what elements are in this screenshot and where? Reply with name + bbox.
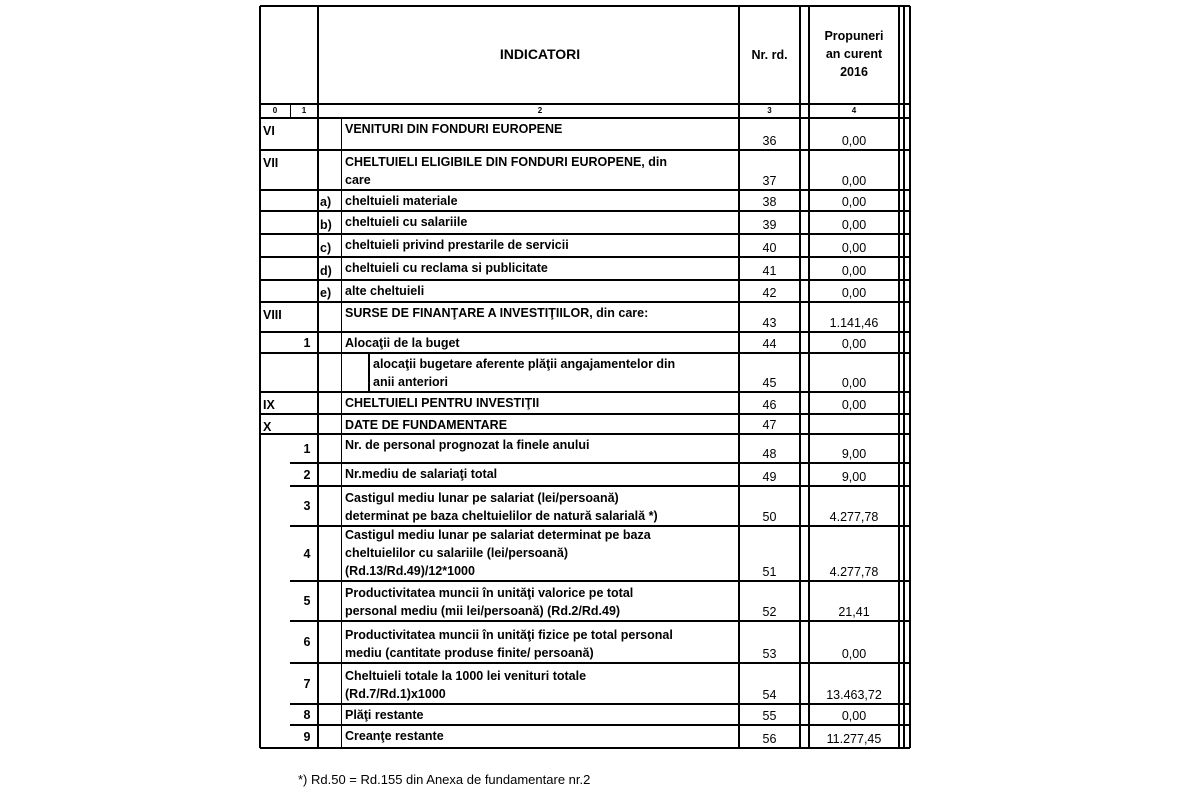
row-value: 9,00 (841, 447, 867, 461)
row-value: 0,00 (841, 174, 867, 188)
indicator-text: cheltuieli materiale (345, 194, 458, 208)
indicator-text: determinat pe baza cheltuielilor de natură salarială *) (345, 509, 658, 523)
indicator-text: care (345, 173, 371, 187)
row-number-label: 1 (303, 335, 311, 350)
row-nr: 51 (762, 565, 777, 579)
row-nr: 37 (762, 174, 777, 188)
header-propuneri: 2016 (840, 65, 868, 79)
row-value: 13.463,72 (826, 688, 882, 702)
indicator-text: Castigul mediu lunar pe salariat determinat pe baza (345, 528, 651, 542)
row-number-label: 5 (303, 594, 311, 608)
rule-line (290, 703, 910, 705)
row-nr: 55 (762, 709, 777, 723)
row-value: 0,00 (841, 241, 867, 255)
row-nr: 40 (762, 241, 777, 255)
rule-line (260, 149, 910, 151)
rule-line (290, 724, 910, 726)
indicator-text: cheltuieli cu salariile (345, 215, 468, 229)
rule-line (903, 6, 905, 748)
rule-line (368, 353, 370, 392)
rule-line (260, 5, 910, 7)
indicator-text: CHELTUIELI ELIGIBILE DIN FONDURI EUROPENE, din (345, 155, 667, 169)
header-propuneri: an curent (825, 47, 883, 61)
rule-line (290, 620, 910, 622)
row-value: 21,41 (838, 605, 870, 619)
row-roman-label: X (263, 420, 272, 434)
row-value: 0,00 (841, 647, 867, 661)
row-value: 0,00 (841, 286, 867, 300)
rule-line (260, 352, 910, 354)
indicator-text: Cheltuieli totale la 1000 lei venituri totale (345, 669, 587, 683)
row-value: 0,00 (841, 195, 867, 209)
indicator-text: (Rd.13/Rd.49)/12*1000 (345, 564, 475, 578)
indicator-text: Productivitatea muncii în unităţi fizice pe total personal (345, 628, 673, 642)
row-roman-label: VI (263, 124, 275, 138)
row-number-label: 8 (303, 707, 311, 722)
row-roman-label: IX (263, 398, 275, 412)
row-roman-label: VII (263, 156, 279, 170)
rule-line (260, 210, 910, 212)
row-nr: 54 (762, 688, 777, 702)
row-nr: 48 (762, 447, 777, 461)
row-nr: 53 (762, 647, 777, 661)
rule-line (290, 485, 910, 487)
indicator-text: Nr. de personal prognozat la finele anului (345, 438, 590, 452)
row-nr: 43 (762, 316, 777, 330)
row-value: 4.277,78 (829, 565, 879, 579)
column-index: 4 (851, 106, 857, 115)
rule-line (260, 117, 910, 119)
column-index: 1 (301, 106, 307, 115)
rule-line (260, 233, 910, 235)
row-letter-label: d) (320, 264, 332, 278)
row-number-label: 1 (303, 441, 311, 456)
rule-line (260, 413, 910, 415)
rule-line (260, 189, 910, 191)
row-number-label: 3 (303, 499, 311, 513)
indicator-text: Plăţi restante (345, 708, 424, 722)
row-number-label: 2 (303, 467, 311, 482)
row-number-label: 9 (303, 729, 311, 744)
row-value: 0,00 (841, 709, 867, 723)
rule-line (260, 301, 910, 303)
row-value: 4.277,78 (829, 510, 879, 524)
rule-line (260, 103, 910, 105)
indicator-text: mediu (cantitate produse finite/ persoană) (345, 646, 594, 660)
indicator-text: VENITURI DIN FONDURI EUROPENE (345, 122, 563, 136)
row-nr: 45 (762, 376, 777, 390)
row-nr: 44 (762, 337, 777, 351)
rule-line (260, 391, 910, 393)
row-value: 1.141,46 (829, 316, 879, 330)
row-value: 0,00 (841, 264, 867, 278)
rule-line (290, 662, 910, 664)
indicator-text: cheltuieli cu reclama si publicitate (345, 261, 548, 275)
indicator-text: Castigul mediu lunar pe salariat (lei/persoană) (345, 491, 619, 505)
row-roman-label: VIII (263, 308, 282, 322)
row-value: 0,00 (841, 134, 867, 148)
indicator-text: Nr.mediu de salariaţi total (345, 467, 498, 481)
rule-line (290, 580, 910, 582)
rule-line (290, 462, 910, 464)
row-value: 0,00 (841, 218, 867, 232)
row-letter-label: c) (320, 241, 332, 255)
indicator-text: anii anteriori (373, 375, 449, 389)
footnote: *) Rd.50 = Rd.155 din Anexa de fundamentare nr.2 (298, 772, 591, 787)
row-nr: 50 (762, 510, 777, 524)
indicator-text: personal mediu (mii lei/persoană) (Rd.2/Rd.49) (345, 604, 621, 618)
row-nr: 47 (762, 418, 777, 432)
row-letter-label: e) (320, 286, 332, 300)
indicator-text: DATE DE FUNDAMENTARE (345, 418, 508, 432)
row-value: 9,00 (841, 470, 867, 484)
row-value: 0,00 (841, 337, 867, 351)
rule-line (290, 747, 910, 749)
row-letter-label: b) (320, 218, 332, 232)
row-number-label: 4 (303, 546, 311, 561)
row-nr: 52 (762, 605, 777, 619)
row-letter-label: a) (320, 195, 332, 209)
column-index: 0 (272, 106, 278, 115)
row-number-label: 7 (303, 676, 311, 691)
row-nr: 42 (762, 286, 777, 300)
indicator-text: Productivitatea muncii în unităţi valorice pe total (345, 586, 634, 600)
indicator-text: Alocaţii de la buget (345, 336, 460, 350)
indicator-text: cheltuieli privind prestarile de servicii (345, 238, 569, 252)
header-propuneri: Propuneri (824, 29, 884, 43)
row-nr: 39 (762, 218, 777, 232)
row-nr: 38 (762, 195, 777, 209)
row-value: 11.277,45 (826, 732, 882, 746)
row-nr: 46 (762, 398, 777, 412)
rule-line (260, 331, 910, 333)
row-nr: 49 (762, 470, 777, 484)
indicator-text: alte cheltuieli (345, 284, 425, 298)
row-value: 0,00 (841, 376, 867, 390)
column-index: 2 (537, 106, 543, 115)
column-index: 3 (767, 106, 772, 115)
rule-line (260, 279, 910, 281)
indicator-text: Creanţe restante (345, 729, 444, 743)
header-indicatori: INDICATORI (499, 46, 581, 62)
row-nr: 41 (762, 264, 777, 278)
row-nr: 36 (762, 134, 777, 148)
row-number-label: 6 (303, 635, 311, 649)
indicator-text: CHELTUIELI PENTRU INVESTIŢII (345, 396, 540, 410)
row-value: 0,00 (841, 398, 867, 412)
row-nr: 56 (762, 732, 777, 746)
indicator-text: cheltuielilor cu salariile (lei/persoană) (345, 546, 568, 560)
header-nr-rd: Nr. rd. (751, 48, 788, 62)
rule-line (260, 256, 910, 258)
indicator-text: alocaţii bugetare aferente plăţii angajamentelor din (373, 357, 676, 371)
indicator-text: (Rd.7/Rd.1)x1000 (345, 687, 446, 701)
indicator-text: SURSE DE FINANŢARE A INVESTIŢIILOR, din care: (345, 306, 649, 320)
